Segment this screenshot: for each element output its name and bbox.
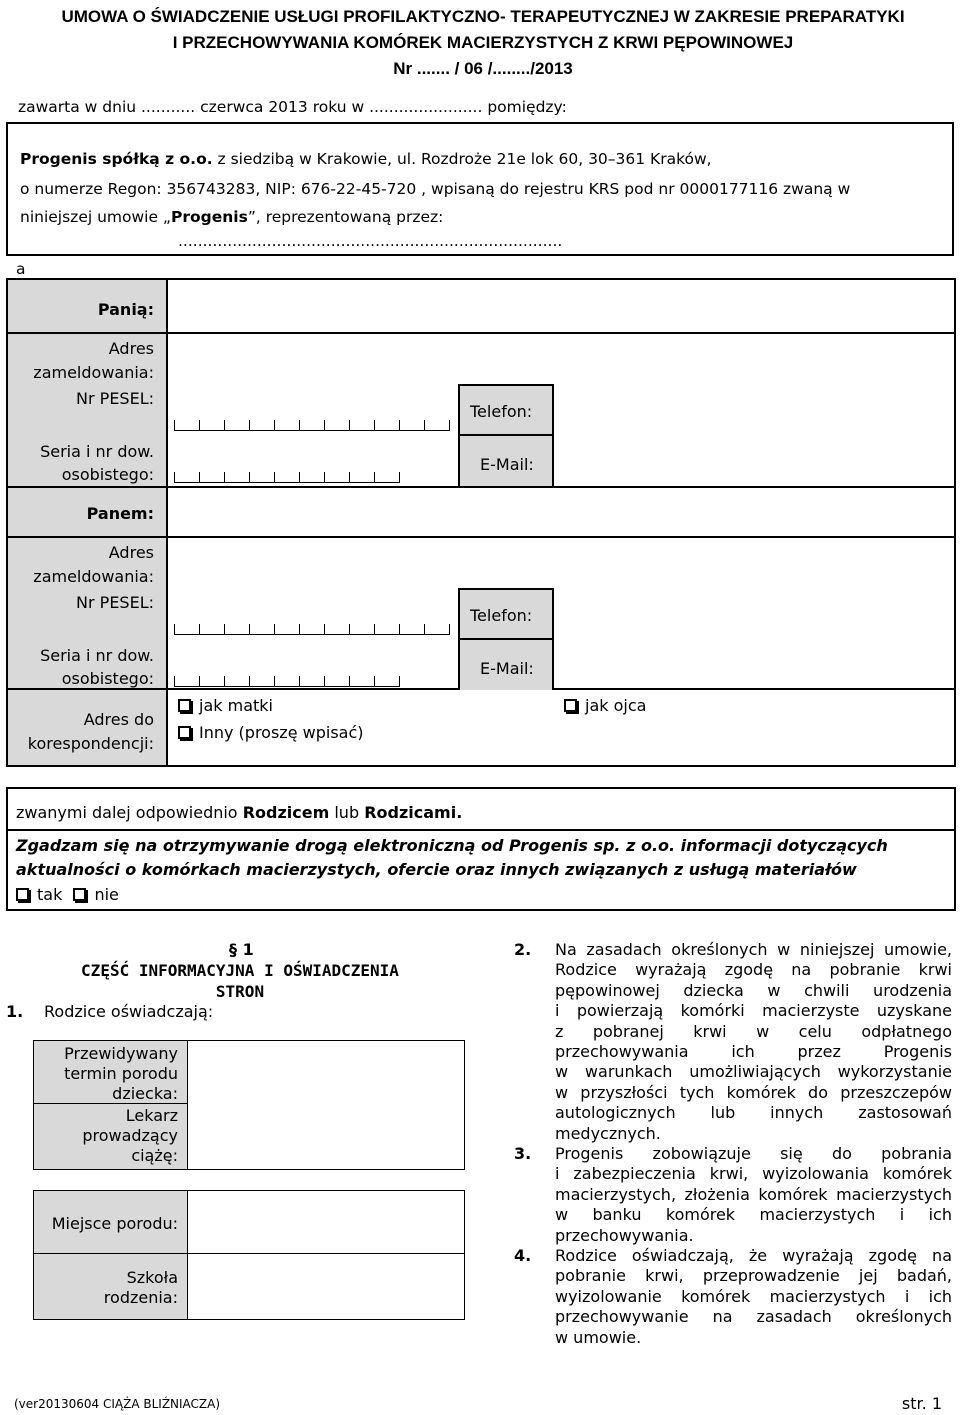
point-2-text xyxy=(555,940,952,1144)
named-prefix: niniejszej umowie „ xyxy=(20,208,171,226)
row-divider xyxy=(8,829,954,831)
point-3-text xyxy=(555,1144,952,1246)
consent-line-1: Zgadzam się na otrzymywanie drogą elektroniczną od Progenis sp. z o.o. informacji dotyczących xyxy=(16,836,888,855)
point-2-line: w przyszłości tych komórek do przeszczepów xyxy=(555,1082,952,1102)
father-address-label-1: Adres xyxy=(108,543,154,562)
option-mother[interactable] xyxy=(178,696,273,715)
point-2-line: autologicznych lub innych zastosowań xyxy=(555,1103,952,1123)
parties-table xyxy=(6,278,956,767)
point-3-line: w banku komórek macierzystych i ich xyxy=(555,1205,952,1225)
point-4-line: pobranie krwi, przeprowadzenie jej badań, xyxy=(555,1266,952,1286)
point-4-line: Rodzice oświadczają, że wyrażają zgodę na xyxy=(555,1246,952,1265)
company-name: Progenis spółką z o.o. xyxy=(20,150,213,168)
mother-address-label-1: Adres xyxy=(108,339,154,358)
checkbox-icon xyxy=(178,699,191,712)
birth-place-label: Miejsce porodu: xyxy=(51,1214,178,1233)
named-brand: Progenis xyxy=(170,208,248,226)
company-seat: z siedzibą w Krakowie, ul. Rozdroże 21e lok 60, 30–361 Kraków, xyxy=(212,150,712,168)
mother-pesel-input[interactable] xyxy=(174,420,450,431)
point-2-line: medycznych. xyxy=(555,1123,661,1143)
consent-yes-label: tak xyxy=(37,885,63,904)
consent-line-2: aktualności o komórkach macierzystych, ofercie oraz innych związanych z usługą materiałów xyxy=(16,860,857,879)
father-id-label-1: Seria i nr dow. xyxy=(40,646,154,665)
father-phone-label: Telefon: xyxy=(470,606,533,625)
school-label-2: rodzenia: xyxy=(103,1288,178,1307)
option-father[interactable] xyxy=(564,696,646,715)
mother-pesel-label: Nr PESEL: xyxy=(76,389,154,408)
representative-dots[interactable]: .............................................................................. xyxy=(178,232,563,250)
section-paragraph: § 1 xyxy=(229,940,254,959)
parents-prefix: zwanymi dalej odpowiednio xyxy=(16,803,243,822)
option-father-label: jak ojca xyxy=(585,696,647,715)
consent-no-label: nie xyxy=(94,885,119,904)
point-2-line: pępowinowej dziecka w chwili urodzenia xyxy=(555,980,952,1000)
title-line-3: Nr ....... / 06 /......../2013 xyxy=(393,59,573,78)
correspondence-label-2: korespondencji: xyxy=(27,734,154,753)
consent-no[interactable] xyxy=(73,885,118,904)
section-title-2: STRON xyxy=(215,982,265,1001)
point-2-line: i powierzają komórki macierzyste uzyskane xyxy=(555,1001,952,1021)
title-line-1: UMOWA O ŚWIADCZENIE USŁUGI PROFILAKTYCZNO- TERAPEUTYCZNEJ W ZAKRESIE PREPARATYKI xyxy=(61,7,905,26)
company-box xyxy=(6,122,954,256)
point-2-line: w warunkach umożliwiających wykorzystanie xyxy=(555,1062,952,1082)
mother-phone-label: Telefon: xyxy=(470,402,533,421)
mother-address-label-2: zameldowania: xyxy=(33,363,154,382)
registry-line: o numerze Regon: 356743283, NIP: 676-22-45-720 , wpisaną do rejestru KRS pod nr 0000177116 zwaną w xyxy=(20,180,851,198)
due-date-label-1: Przewidywany xyxy=(64,1044,178,1063)
parent-word: Rodzicem xyxy=(242,803,330,822)
school-label-1: Szkoła xyxy=(126,1268,178,1287)
checkbox-icon xyxy=(16,888,29,901)
checkbox-icon xyxy=(564,699,577,712)
column-divider xyxy=(166,280,168,765)
option-other[interactable] xyxy=(178,723,364,742)
father-pesel-label: Nr PESEL: xyxy=(76,593,154,612)
point-2-number: 2. xyxy=(514,940,532,959)
point-4-line: przechowywanie na zasadach określonych xyxy=(555,1307,952,1327)
doctor-label-2: prowadzący xyxy=(82,1126,178,1145)
consent-box xyxy=(6,787,956,911)
parents-line xyxy=(16,803,462,822)
point-2-line: z pobranej krwi w celu odpłatnego xyxy=(555,1021,952,1041)
row-divider xyxy=(8,332,954,334)
mother-id-label-2: osobistego: xyxy=(61,465,154,484)
document-title xyxy=(18,4,948,82)
row-divider xyxy=(34,1253,464,1254)
named-line xyxy=(20,208,443,226)
doctor-label-3: ciążę: xyxy=(131,1146,178,1165)
mother-id-label-1: Seria i nr dow. xyxy=(40,442,154,461)
doctor-label-1: Lekarz xyxy=(125,1106,178,1125)
row-divider xyxy=(458,434,554,436)
point-1-text: Rodzice oświadczają: xyxy=(44,1002,214,1021)
father-id-input[interactable] xyxy=(174,676,400,687)
correspondence-label-1: Adres do xyxy=(83,710,154,729)
due-date-table xyxy=(33,1040,465,1170)
section-title-1: CZĘŚĆ INFORMACYJNA I OŚWIADCZENIA xyxy=(81,961,399,980)
mother-id-input[interactable] xyxy=(174,472,400,483)
and-word: a xyxy=(16,260,26,278)
due-date-label-3: dziecka: xyxy=(112,1084,178,1103)
point-3-number: 3. xyxy=(514,1144,532,1163)
point-2-line: przechowywania ich przez Progenis xyxy=(555,1042,952,1062)
birth-place-table xyxy=(33,1190,465,1320)
footer-version: (ver20130604 CIĄŻA BLIŹNIACZA) xyxy=(14,1397,221,1411)
mother-header: Panią: xyxy=(97,300,154,319)
option-other-label: Inny (proszę wpisać) xyxy=(199,723,364,742)
title-line-2: I PRZECHOWYWANIA KOMÓREK MACIERZYSTYCH Z KRWI PĘPOWINOWEJ xyxy=(172,33,794,52)
checkbox-icon xyxy=(178,726,191,739)
consent-yes[interactable] xyxy=(16,885,62,904)
due-date-label-2: termin porodu xyxy=(64,1064,178,1083)
father-email-label: E-Mail: xyxy=(480,659,534,678)
point-2-line: Na zasadach określonych w niniejszej umowie, xyxy=(555,940,952,959)
footer-page: str. 1 xyxy=(901,1394,942,1413)
point-4-number: 4. xyxy=(514,1246,532,1265)
checkbox-icon xyxy=(73,888,86,901)
father-id-label-2: osobistego: xyxy=(61,669,154,688)
point-3-line: macierzystych, złożenia komórek macierzystych xyxy=(555,1184,952,1204)
row-divider xyxy=(458,638,554,640)
point-4-text xyxy=(555,1246,952,1348)
point-4-line: wyizolowanie komórek macierzystych i ich xyxy=(555,1286,952,1306)
father-pesel-input[interactable] xyxy=(174,624,450,635)
mother-email-label: E-Mail: xyxy=(480,455,534,474)
row-divider xyxy=(8,536,954,538)
point-3-line: i zabezpieczenia krwi, wyizolowania komórek xyxy=(555,1164,952,1184)
point-4-line: w umowie. xyxy=(555,1327,642,1347)
point-1-number: 1. xyxy=(6,1002,24,1021)
concluded-line: zawarta w dniu ........... czerwca 2013 roku w ....................... pomiędzy: xyxy=(18,98,567,116)
father-address-label-2: zameldowania: xyxy=(33,567,154,586)
point-3-line: Progenis zobowiązuje się do pobrania xyxy=(555,1144,952,1163)
parents-word: Rodzicami. xyxy=(364,803,463,822)
named-suffix: ”, reprezentowaną przez: xyxy=(247,208,444,226)
or-word: lub xyxy=(329,803,365,822)
company-line xyxy=(20,150,712,168)
consent-choice xyxy=(16,885,119,904)
father-header: Panem: xyxy=(86,504,154,523)
point-3-line: przechowywania. xyxy=(555,1225,694,1245)
point-2-line: Rodzice wyrażają zgodę na pobranie krwi xyxy=(555,960,952,980)
option-mother-label: jak matki xyxy=(199,696,273,715)
